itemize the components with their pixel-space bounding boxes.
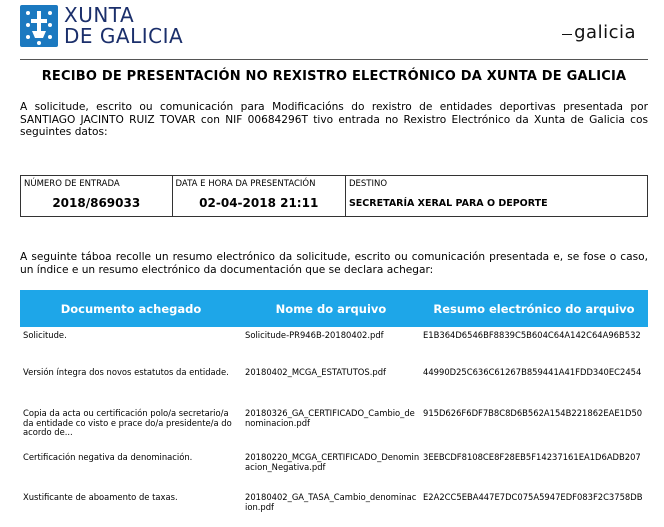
- documents-table: [20, 290, 648, 517]
- xunta-crest-icon: [20, 5, 58, 47]
- row-document: Certificación negativa da denominación.: [23, 452, 193, 462]
- intro-paragraph: A solicitude, escrito ou comunicación para Modificacións do rexistro de entidades deportivas presentada por SANTIAGO JACINTO RUIZ TOVAR con NIF 00684296T tivo entrada no Rexistro Electrónico da Xunta de Galicia cos seguintes datos:: [20, 101, 648, 138]
- galicia-brand-logo: [562, 22, 636, 43]
- table-row: [20, 449, 648, 489]
- entry-info-table: [20, 175, 648, 217]
- logo-line-2: DE GALICIA: [64, 24, 184, 48]
- table-row: [20, 489, 648, 517]
- header-hash: Resumo electrónico do arquivo: [433, 301, 635, 316]
- table-row: [20, 364, 648, 405]
- entry-number-value: 2018/869033: [52, 196, 141, 210]
- row-filename: 20180220_MCGA_CERTIFICADO_Denomin acion_Negativa.pdf: [245, 452, 420, 472]
- xunta-logo-text: [64, 5, 183, 47]
- row-hash: 44990D25C636C61267B859441A41FDD340EC2454: [423, 367, 642, 377]
- row-filename: Solicitude-PR946B-20180402.pdf: [245, 330, 384, 340]
- galicia-brand-text: galicia: [574, 22, 636, 43]
- header-filename: Nome do arquivo: [275, 301, 387, 316]
- row-document: Versión íntegra dos novos estatutos da entidade.: [23, 367, 229, 377]
- entry-destination-label: DESTINO: [348, 179, 388, 189]
- entry-destination-cell: [346, 176, 647, 216]
- row-filename: 20180326_GA_CERTIFICADO_Cambio_de nominacion.pdf: [245, 408, 415, 428]
- header-document: Documento achegado: [60, 301, 202, 316]
- swoop-icon: [562, 34, 572, 35]
- entry-date-cell: [173, 176, 346, 216]
- entry-date-label: DATA E HORA DA PRESENTACIÓN: [175, 179, 316, 189]
- row-hash: 915D626F6DF7B8C8D6B562A154B221862EAE1D50: [423, 408, 643, 418]
- table-row: [20, 327, 648, 364]
- summary-paragraph: A seguinte táboa recolle un resumo electrónico da solicitude, escrito ou comunicación presentada e, se fose o caso, un índice e un resumo electrónico da documentación que se declara achegar:: [20, 251, 648, 276]
- header-divider: [20, 59, 648, 60]
- page-title: RECIBO DE PRESENTACIÓN NO REXISTRO ELECTRÓNICO DA XUNTA DE GALICIA: [41, 69, 627, 84]
- row-hash: 3EEBCDF8108CE8F28EB5F14237161EA1D6ADB207: [423, 452, 641, 462]
- row-hash: E2A2CC5EBA447E7DC075A5947EDF083F2C3758DB: [423, 492, 643, 502]
- documents-table-header: [20, 290, 648, 327]
- row-filename: 20180402_MCGA_ESTATUTOS.pdf: [245, 367, 386, 377]
- table-row: [20, 405, 648, 449]
- logo-line-1: XUNTA: [64, 3, 135, 27]
- row-hash: E1B364D6546BF8839C5B604C64A142C64A96B532: [423, 330, 641, 340]
- entry-date-value: 02-04-2018 21:11: [199, 196, 319, 210]
- entry-number-cell: [21, 176, 173, 216]
- row-document: Xustificante de aboamento de taxas.: [23, 492, 178, 502]
- page-header: [0, 0, 664, 62]
- entry-number-label: NÚMERO DE ENTRADA: [24, 179, 120, 189]
- row-filename: 20180402_GA_TASA_Cambio_denominac ion.pdf: [245, 492, 417, 512]
- row-document: Copia da acta ou certificación polo/a secretario/a da entidade co visto e prace do/a presidente/a do acordo de...: [23, 408, 232, 437]
- entry-destination-value: SECRETARÍA XERAL PARA O DEPORTE: [348, 198, 548, 209]
- row-document: Solicitude.: [23, 330, 67, 340]
